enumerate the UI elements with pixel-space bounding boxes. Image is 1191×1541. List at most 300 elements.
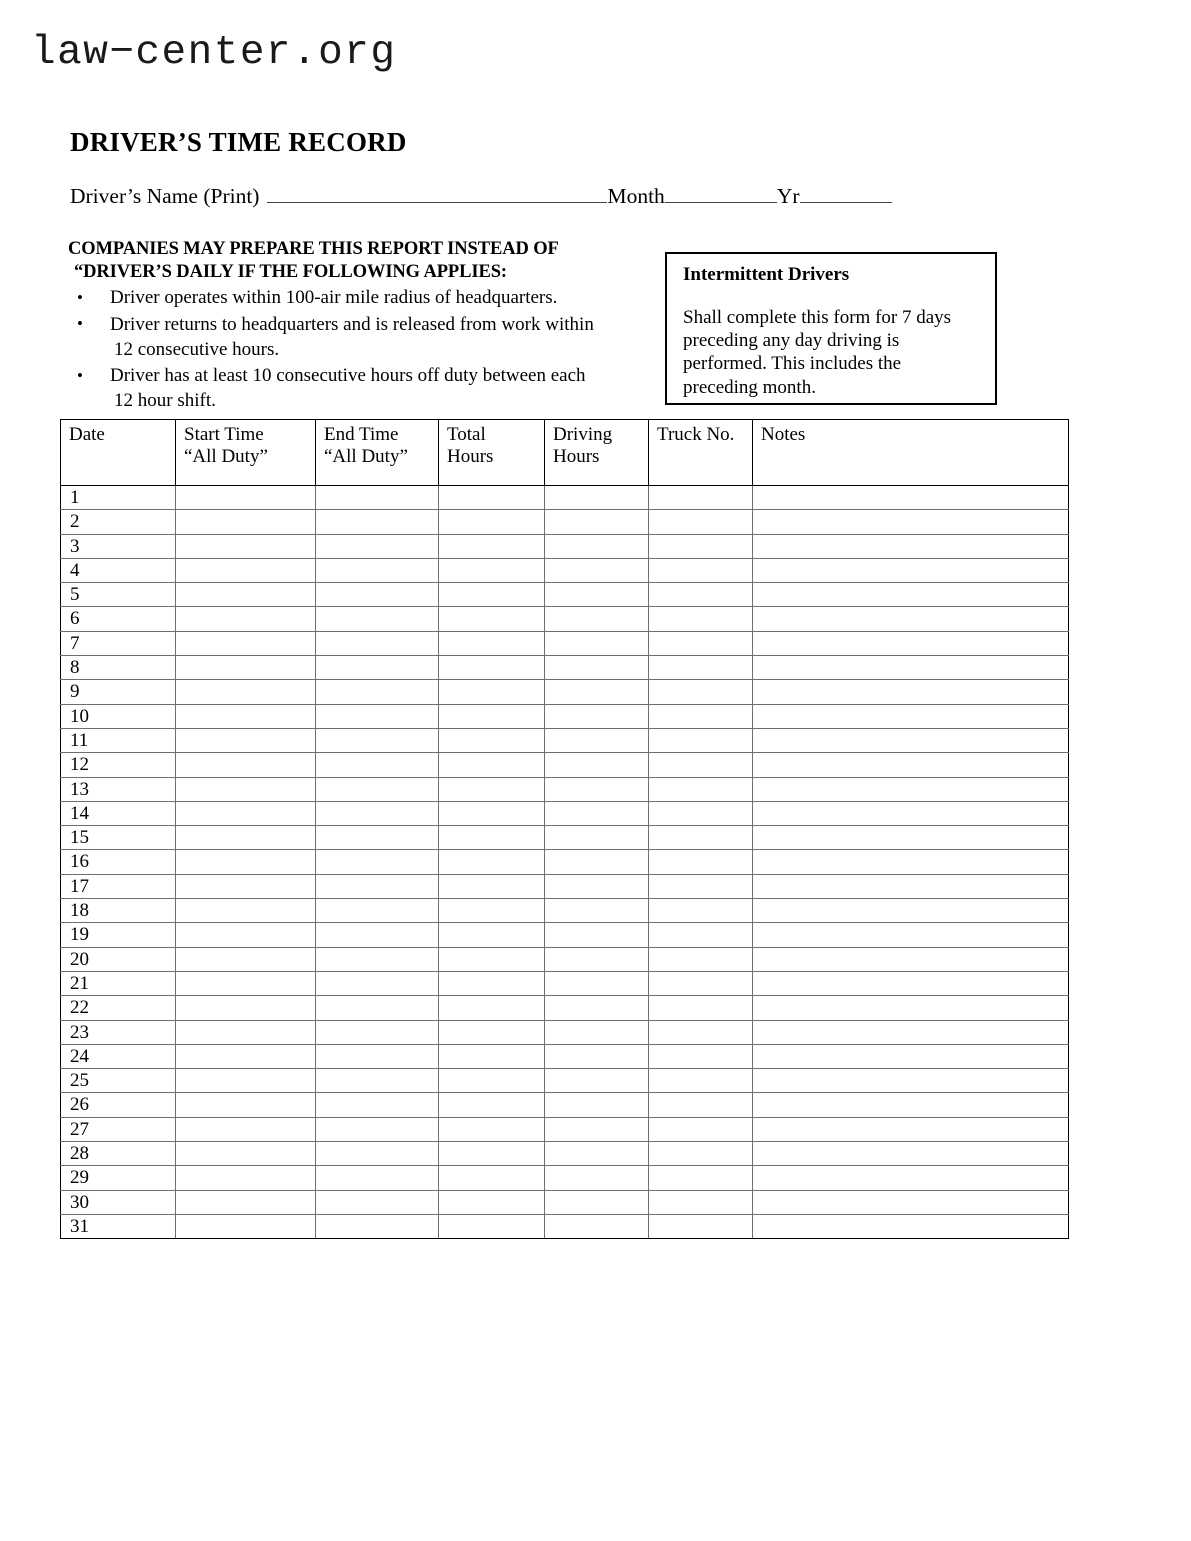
cell-start-time[interactable] [176, 680, 316, 704]
cell-total-hours[interactable] [439, 510, 545, 534]
cell-start-time[interactable] [176, 510, 316, 534]
table-row [61, 1069, 1069, 1093]
cell-notes[interactable] [753, 583, 1069, 607]
cell-total-hours[interactable] [439, 826, 545, 850]
column-header-line1: End Time [324, 424, 399, 445]
column-header-line2: Hours [553, 446, 600, 468]
bullet-text: Driver operates within 100-air mile radius of headquarters. [110, 287, 558, 309]
table-row [61, 680, 1069, 704]
cell-end-time[interactable] [316, 583, 439, 607]
cell-end-time[interactable] [316, 656, 439, 680]
column-header-end-time [316, 420, 439, 486]
cell-start-time[interactable] [176, 1190, 316, 1214]
cell-driving-hours[interactable] [545, 1214, 649, 1238]
cell-date: 5 [61, 583, 176, 607]
cell-driving-hours[interactable] [545, 1166, 649, 1190]
table-row [61, 1190, 1069, 1214]
cell-total-hours[interactable] [439, 728, 545, 752]
cell-end-time[interactable] [316, 607, 439, 631]
cell-total-hours[interactable] [439, 1214, 545, 1238]
cell-notes[interactable] [753, 1093, 1069, 1117]
cell-truck-no[interactable] [649, 607, 753, 631]
column-header-total-hours [439, 420, 545, 486]
notice-heading [68, 238, 668, 284]
cell-driving-hours[interactable] [545, 704, 649, 728]
table-row [61, 899, 1069, 923]
cell-driving-hours[interactable] [545, 534, 649, 558]
cell-start-time[interactable] [176, 753, 316, 777]
cell-notes[interactable] [753, 631, 1069, 655]
cell-truck-no[interactable] [649, 1214, 753, 1238]
cell-total-hours[interactable] [439, 1093, 545, 1117]
cell-total-hours[interactable] [439, 996, 545, 1020]
cell-end-time[interactable] [316, 777, 439, 801]
cell-start-time[interactable] [176, 971, 316, 995]
cell-start-time[interactable] [176, 631, 316, 655]
cell-start-time[interactable] [176, 899, 316, 923]
cell-date: 27 [61, 1117, 176, 1141]
cell-truck-no[interactable] [649, 486, 753, 510]
cell-date: 9 [61, 680, 176, 704]
cell-start-time[interactable] [176, 486, 316, 510]
driver-name-input[interactable] [267, 184, 607, 203]
cell-truck-no[interactable] [649, 534, 753, 558]
intermittent-drivers-box [665, 252, 997, 405]
table-row [61, 1020, 1069, 1044]
cell-end-time[interactable] [316, 680, 439, 704]
cell-notes[interactable] [753, 1142, 1069, 1166]
cell-end-time[interactable] [316, 850, 439, 874]
cell-end-time[interactable] [316, 1142, 439, 1166]
list-item [68, 286, 668, 311]
cell-date: 8 [61, 656, 176, 680]
notice-bullet-list [68, 286, 668, 413]
cell-truck-no[interactable] [649, 777, 753, 801]
table-row [61, 607, 1069, 631]
cell-date: 25 [61, 1069, 176, 1093]
cell-end-time[interactable] [316, 899, 439, 923]
month-input[interactable] [665, 184, 777, 203]
cell-total-hours[interactable] [439, 1117, 545, 1141]
bullet-text-cont: 12 hour shift. [114, 390, 216, 411]
cell-end-time[interactable] [316, 728, 439, 752]
cell-date: 18 [61, 899, 176, 923]
cell-end-time[interactable] [316, 486, 439, 510]
cell-end-time[interactable] [316, 1069, 439, 1093]
cell-truck-no[interactable] [649, 996, 753, 1020]
cell-date: 24 [61, 1044, 176, 1068]
cell-truck-no[interactable] [649, 1190, 753, 1214]
table-row [61, 1093, 1069, 1117]
table-row [61, 971, 1069, 995]
cell-end-time[interactable] [316, 753, 439, 777]
cell-truck-no[interactable] [649, 753, 753, 777]
cell-end-time[interactable] [316, 996, 439, 1020]
cell-total-hours[interactable] [439, 607, 545, 631]
cell-date: 13 [61, 777, 176, 801]
cell-truck-no[interactable] [649, 510, 753, 534]
cell-notes[interactable] [753, 826, 1069, 850]
table-row [61, 826, 1069, 850]
cell-truck-no[interactable] [649, 826, 753, 850]
cell-start-time[interactable] [176, 656, 316, 680]
cell-total-hours[interactable] [439, 1044, 545, 1068]
bullet-dot-icon: • [77, 287, 83, 307]
cell-truck-no[interactable] [649, 656, 753, 680]
cell-end-time[interactable] [316, 947, 439, 971]
cell-end-time[interactable] [316, 1214, 439, 1238]
cell-truck-no[interactable] [649, 583, 753, 607]
cell-date: 26 [61, 1093, 176, 1117]
cell-driving-hours[interactable] [545, 680, 649, 704]
column-header-line1: Total [447, 424, 486, 445]
table-row [61, 656, 1069, 680]
cell-notes[interactable] [753, 996, 1069, 1020]
cell-driving-hours[interactable] [545, 583, 649, 607]
intermittent-body-line: preceding month. [683, 376, 816, 398]
cell-notes[interactable] [753, 1117, 1069, 1141]
page-title: DRIVER’S TIME RECORD [70, 127, 407, 158]
cell-date: 23 [61, 1020, 176, 1044]
intermittent-body-line: performed. This includes the [683, 353, 902, 375]
cell-total-hours[interactable] [439, 1166, 545, 1190]
cell-driving-hours[interactable] [545, 486, 649, 510]
cell-date: 22 [61, 996, 176, 1020]
bullet-text-cont: 12 consecutive hours. [114, 338, 280, 360]
cell-start-time[interactable] [176, 777, 316, 801]
cell-end-time[interactable] [316, 826, 439, 850]
column-header-line2: Hours [447, 446, 494, 468]
cell-start-time[interactable] [176, 826, 316, 850]
bullet-dot-icon: • [77, 314, 83, 334]
cell-driving-hours[interactable] [545, 1190, 649, 1214]
cell-date: 2 [61, 510, 176, 534]
table-row [61, 850, 1069, 874]
table-row [61, 947, 1069, 971]
column-header-line1: Date [69, 424, 105, 445]
site-logo: law−center.org [31, 30, 397, 76]
cell-notes[interactable] [753, 850, 1069, 874]
cell-total-hours[interactable] [439, 656, 545, 680]
cell-driving-hours[interactable] [545, 850, 649, 874]
cell-driving-hours[interactable] [545, 753, 649, 777]
cell-start-time[interactable] [176, 1093, 316, 1117]
cell-truck-no[interactable] [649, 850, 753, 874]
cell-start-time[interactable] [176, 850, 316, 874]
cell-start-time[interactable] [176, 1044, 316, 1068]
cell-end-time[interactable] [316, 1093, 439, 1117]
cell-notes[interactable] [753, 1214, 1069, 1238]
cell-total-hours[interactable] [439, 1069, 545, 1093]
table-row [61, 728, 1069, 752]
cell-notes[interactable] [753, 558, 1069, 582]
cell-notes[interactable] [753, 1044, 1069, 1068]
cell-end-time[interactable] [316, 1044, 439, 1068]
cell-driving-hours[interactable] [545, 1093, 649, 1117]
eligibility-notice [68, 238, 668, 414]
cell-date: 20 [61, 947, 176, 971]
cell-notes[interactable] [753, 1020, 1069, 1044]
cell-start-time[interactable] [176, 874, 316, 898]
column-header-line2: “All Duty” [184, 446, 268, 468]
cell-notes[interactable] [753, 874, 1069, 898]
cell-driving-hours[interactable] [545, 996, 649, 1020]
cell-driving-hours[interactable] [545, 777, 649, 801]
column-header-truck-no [649, 420, 753, 486]
table-body [61, 486, 1069, 1239]
cell-date: 31 [61, 1214, 176, 1238]
cell-date: 29 [61, 1166, 176, 1190]
table-row [61, 996, 1069, 1020]
cell-driving-hours[interactable] [545, 801, 649, 825]
cell-total-hours[interactable] [439, 1190, 545, 1214]
cell-notes[interactable] [753, 1069, 1069, 1093]
table-row [61, 583, 1069, 607]
table-row [61, 510, 1069, 534]
cell-total-hours[interactable] [439, 1142, 545, 1166]
cell-total-hours[interactable] [439, 777, 545, 801]
table-row [61, 874, 1069, 898]
cell-driving-hours[interactable] [545, 631, 649, 655]
cell-date: 30 [61, 1190, 176, 1214]
cell-truck-no[interactable] [649, 971, 753, 995]
cell-total-hours[interactable] [439, 558, 545, 582]
cell-date: 14 [61, 801, 176, 825]
cell-truck-no[interactable] [649, 1166, 753, 1190]
cell-start-time[interactable] [176, 583, 316, 607]
cell-total-hours[interactable] [439, 923, 545, 947]
cell-notes[interactable] [753, 923, 1069, 947]
cell-total-hours[interactable] [439, 971, 545, 995]
driver-identity-line [70, 183, 892, 210]
driver-time-record-table [60, 419, 1069, 1239]
cell-date: 6 [61, 607, 176, 631]
month-label: Month [607, 184, 665, 208]
cell-driving-hours[interactable] [545, 923, 649, 947]
cell-date: 4 [61, 558, 176, 582]
table-row [61, 631, 1069, 655]
column-header-line1: Truck No. [657, 424, 735, 445]
cell-date: 10 [61, 704, 176, 728]
table-row [61, 753, 1069, 777]
cell-driving-hours[interactable] [545, 1069, 649, 1093]
table-row [61, 923, 1069, 947]
cell-total-hours[interactable] [439, 1020, 545, 1044]
cell-truck-no[interactable] [649, 923, 753, 947]
intermittent-body-line: Shall complete this form for 7 days [683, 307, 952, 328]
cell-start-time[interactable] [176, 996, 316, 1020]
cell-notes[interactable] [753, 777, 1069, 801]
cell-driving-hours[interactable] [545, 1117, 649, 1141]
cell-total-hours[interactable] [439, 874, 545, 898]
column-header-notes [753, 420, 1069, 486]
table-row [61, 1214, 1069, 1238]
cell-driving-hours[interactable] [545, 899, 649, 923]
cell-date: 21 [61, 971, 176, 995]
cell-truck-no[interactable] [649, 1044, 753, 1068]
bullet-dot-icon: • [77, 365, 83, 385]
cell-date: 19 [61, 923, 176, 947]
table-row [61, 486, 1069, 510]
cell-start-time[interactable] [176, 923, 316, 947]
intermittent-drivers-body [683, 306, 985, 399]
cell-end-time[interactable] [316, 874, 439, 898]
cell-start-time[interactable] [176, 534, 316, 558]
cell-truck-no[interactable] [649, 1069, 753, 1093]
cell-end-time[interactable] [316, 971, 439, 995]
bullet-text: Driver has at least 10 consecutive hours off duty between each [110, 365, 586, 387]
cell-start-time[interactable] [176, 728, 316, 752]
notice-heading-line1: COMPANIES MAY PREPARE THIS REPORT INSTEAD OF [68, 239, 559, 259]
cell-truck-no[interactable] [649, 558, 753, 582]
cell-total-hours[interactable] [439, 631, 545, 655]
cell-notes[interactable] [753, 753, 1069, 777]
cell-total-hours[interactable] [439, 850, 545, 874]
cell-truck-no[interactable] [649, 1093, 753, 1117]
cell-notes[interactable] [753, 801, 1069, 825]
cell-total-hours[interactable] [439, 899, 545, 923]
cell-driving-hours[interactable] [545, 826, 649, 850]
cell-start-time[interactable] [176, 1020, 316, 1044]
cell-total-hours[interactable] [439, 583, 545, 607]
cell-total-hours[interactable] [439, 801, 545, 825]
cell-end-time[interactable] [316, 510, 439, 534]
cell-start-time[interactable] [176, 1142, 316, 1166]
cell-end-time[interactable] [316, 704, 439, 728]
column-header-date [61, 420, 176, 486]
column-header-line2: “All Duty” [324, 446, 408, 468]
cell-truck-no[interactable] [649, 874, 753, 898]
cell-driving-hours[interactable] [545, 947, 649, 971]
bullet-text: Driver returns to headquarters and is released from work within [110, 313, 594, 335]
cell-date: 12 [61, 753, 176, 777]
cell-notes[interactable] [753, 656, 1069, 680]
cell-start-time[interactable] [176, 704, 316, 728]
cell-notes[interactable] [753, 704, 1069, 728]
cell-notes[interactable] [753, 971, 1069, 995]
table-row [61, 1166, 1069, 1190]
cell-end-time[interactable] [316, 534, 439, 558]
cell-notes[interactable] [753, 899, 1069, 923]
cell-notes[interactable] [753, 1190, 1069, 1214]
cell-end-time[interactable] [316, 1117, 439, 1141]
cell-end-time[interactable] [316, 1020, 439, 1044]
cell-start-time[interactable] [176, 607, 316, 631]
cell-start-time[interactable] [176, 558, 316, 582]
cell-notes[interactable] [753, 1166, 1069, 1190]
list-item [68, 313, 668, 362]
table-header-row [61, 420, 1069, 486]
cell-notes[interactable] [753, 947, 1069, 971]
notice-heading-line2: “DRIVER’S DAILY IF THE FOLLOWING APPLIES: [74, 262, 507, 283]
cell-truck-no[interactable] [649, 680, 753, 704]
cell-start-time[interactable] [176, 947, 316, 971]
cell-total-hours[interactable] [439, 704, 545, 728]
cell-truck-no[interactable] [649, 1117, 753, 1141]
cell-driving-hours[interactable] [545, 1020, 649, 1044]
table-row [61, 801, 1069, 825]
cell-start-time[interactable] [176, 1166, 316, 1190]
cell-driving-hours[interactable] [545, 510, 649, 534]
column-header-driving-hours [545, 420, 649, 486]
cell-truck-no[interactable] [649, 631, 753, 655]
table-row [61, 534, 1069, 558]
cell-total-hours[interactable] [439, 680, 545, 704]
cell-total-hours[interactable] [439, 753, 545, 777]
cell-date: 1 [61, 486, 176, 510]
cell-truck-no[interactable] [649, 1142, 753, 1166]
cell-truck-no[interactable] [649, 801, 753, 825]
cell-start-time[interactable] [176, 1214, 316, 1238]
cell-notes[interactable] [753, 680, 1069, 704]
cell-driving-hours[interactable] [545, 558, 649, 582]
cell-date: 16 [61, 850, 176, 874]
cell-driving-hours[interactable] [545, 656, 649, 680]
cell-truck-no[interactable] [649, 1020, 753, 1044]
cell-date: 15 [61, 826, 176, 850]
cell-end-time[interactable] [316, 923, 439, 947]
table-row [61, 1142, 1069, 1166]
cell-notes[interactable] [753, 728, 1069, 752]
list-item [68, 364, 668, 413]
cell-driving-hours[interactable] [545, 1142, 649, 1166]
cell-end-time[interactable] [316, 1166, 439, 1190]
column-header-line1: Notes [761, 424, 806, 445]
cell-notes[interactable] [753, 607, 1069, 631]
table-row [61, 777, 1069, 801]
cell-start-time[interactable] [176, 801, 316, 825]
table-row [61, 1117, 1069, 1141]
cell-end-time[interactable] [316, 631, 439, 655]
cell-truck-no[interactable] [649, 704, 753, 728]
cell-total-hours[interactable] [439, 534, 545, 558]
year-input[interactable] [800, 184, 892, 203]
cell-notes[interactable] [753, 510, 1069, 534]
cell-end-time[interactable] [316, 558, 439, 582]
table-row [61, 704, 1069, 728]
cell-end-time[interactable] [316, 801, 439, 825]
cell-driving-hours[interactable] [545, 607, 649, 631]
column-header-line1: Driving [553, 424, 613, 445]
cell-total-hours[interactable] [439, 486, 545, 510]
cell-date: 7 [61, 631, 176, 655]
table-row [61, 558, 1069, 582]
cell-truck-no[interactable] [649, 947, 753, 971]
table-row [61, 1044, 1069, 1068]
cell-end-time[interactable] [316, 1190, 439, 1214]
cell-truck-no[interactable] [649, 728, 753, 752]
cell-total-hours[interactable] [439, 947, 545, 971]
cell-date: 3 [61, 534, 176, 558]
cell-date: 28 [61, 1142, 176, 1166]
cell-notes[interactable] [753, 534, 1069, 558]
cell-date: 11 [61, 728, 176, 752]
cell-start-time[interactable] [176, 1069, 316, 1093]
cell-start-time[interactable] [176, 1117, 316, 1141]
cell-notes[interactable] [753, 486, 1069, 510]
cell-driving-hours[interactable] [545, 1044, 649, 1068]
cell-truck-no[interactable] [649, 899, 753, 923]
cell-driving-hours[interactable] [545, 728, 649, 752]
cell-driving-hours[interactable] [545, 971, 649, 995]
driver-name-label: Driver’s Name (Print) [70, 184, 260, 208]
cell-driving-hours[interactable] [545, 874, 649, 898]
cell-date: 17 [61, 874, 176, 898]
column-header-start-time [176, 420, 316, 486]
intermittent-drivers-title: Intermittent Drivers [683, 264, 850, 285]
intermittent-body-line: preceding any day driving is [683, 330, 900, 352]
column-header-line1: Start Time [184, 424, 264, 445]
